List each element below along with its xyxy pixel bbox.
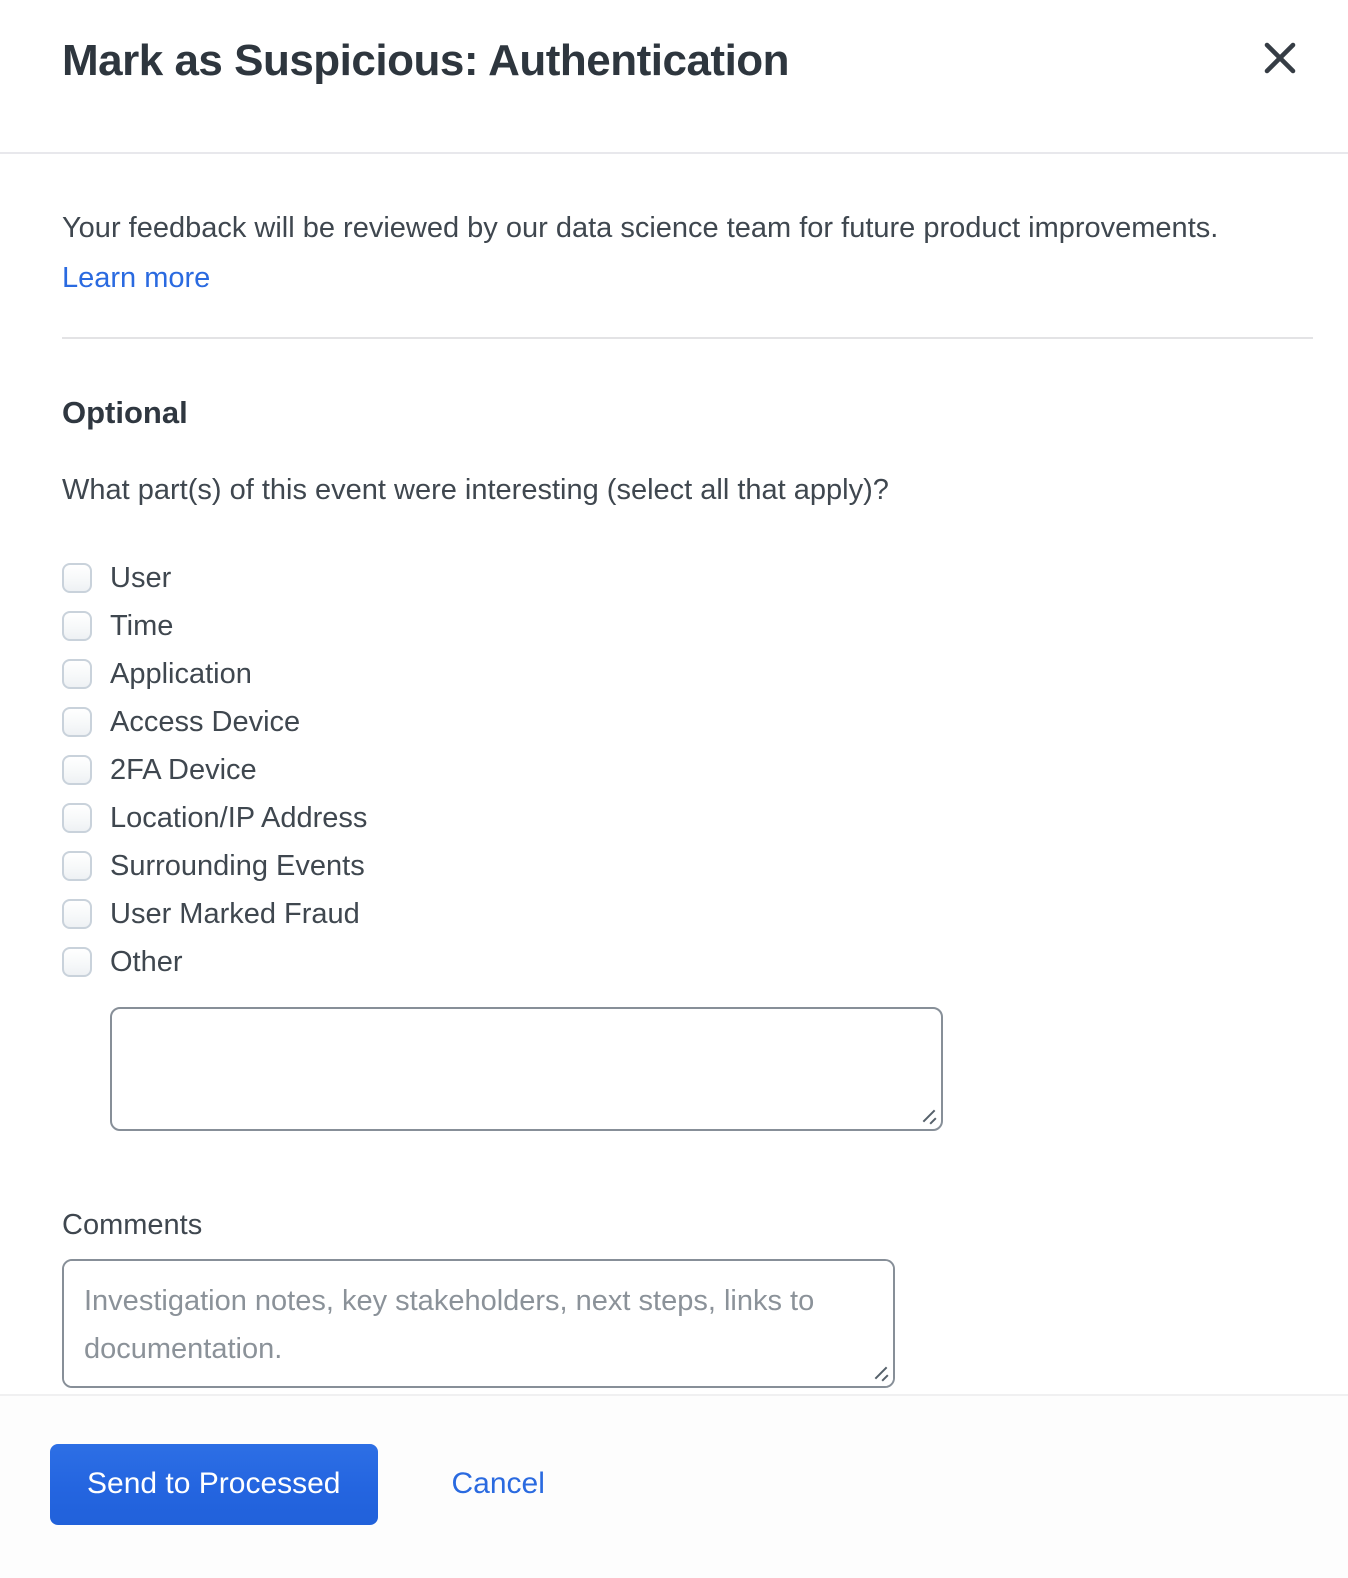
- checkbox-other[interactable]: [62, 947, 92, 977]
- close-button[interactable]: [1256, 34, 1304, 82]
- send-to-processed-button[interactable]: Send to Processed: [50, 1444, 378, 1525]
- cancel-button[interactable]: Cancel: [451, 1467, 545, 1500]
- checkbox-surrounding-events[interactable]: [62, 851, 92, 881]
- checkbox-access-device[interactable]: [62, 707, 92, 737]
- optional-section-heading: Optional: [62, 395, 188, 430]
- checkbox-label: User Marked Fraud: [110, 897, 360, 930]
- feedback-intro-text: Your feedback will be reviewed by our data science team for future product improvements.: [62, 212, 1219, 244]
- dialog-body: [0, 154, 1348, 1394]
- checkbox-option-user[interactable]: [62, 554, 1313, 602]
- checkbox-option-application[interactable]: [62, 650, 1313, 698]
- checkbox-label: Surrounding Events: [110, 849, 365, 882]
- dialog-footer: [0, 1394, 1348, 1578]
- close-icon: [1261, 39, 1299, 77]
- checkbox-label: Time: [110, 609, 174, 642]
- comments-label: Comments: [62, 1209, 203, 1241]
- checkbox-option-2fa-device[interactable]: [62, 746, 1313, 794]
- comments-textarea[interactable]: [62, 1259, 895, 1388]
- checkbox-label: Application: [110, 657, 252, 690]
- checkbox-label: User: [110, 561, 172, 594]
- checkbox-user-marked-fraud[interactable]: [62, 899, 92, 929]
- checkbox-2fa-device[interactable]: [62, 755, 92, 785]
- checkbox-option-user-marked-fraud[interactable]: [62, 890, 1313, 938]
- comments-textarea-wrap: [62, 1259, 895, 1388]
- checkbox-option-other[interactable]: [62, 938, 1313, 986]
- checkbox-user[interactable]: [62, 563, 92, 593]
- checkbox-option-surrounding-events[interactable]: [62, 842, 1313, 890]
- checkbox-label: Other: [110, 945, 183, 978]
- checkbox-application[interactable]: [62, 659, 92, 689]
- checkbox-option-location-ip[interactable]: [62, 794, 1313, 842]
- checkbox-option-time[interactable]: [62, 602, 1313, 650]
- checkbox-label: Access Device: [110, 705, 301, 738]
- learn-more-link[interactable]: Learn more: [62, 262, 211, 294]
- checkbox-option-access-device[interactable]: [62, 698, 1313, 746]
- section-divider: [62, 337, 1313, 339]
- interesting-parts-options: [62, 554, 1313, 986]
- interesting-parts-question: What part(s) of this event were interesting (select all that apply)?: [62, 474, 889, 506]
- dialog-header: [0, 0, 1348, 154]
- dialog-title: Mark as Suspicious: Authentication: [62, 36, 790, 85]
- other-textarea-wrap: [110, 1007, 943, 1131]
- other-details-textarea[interactable]: [110, 1007, 943, 1131]
- checkbox-location-ip[interactable]: [62, 803, 92, 833]
- checkbox-label: 2FA Device: [110, 753, 257, 786]
- checkbox-label: Location/IP Address: [110, 801, 368, 834]
- checkbox-time[interactable]: [62, 611, 92, 641]
